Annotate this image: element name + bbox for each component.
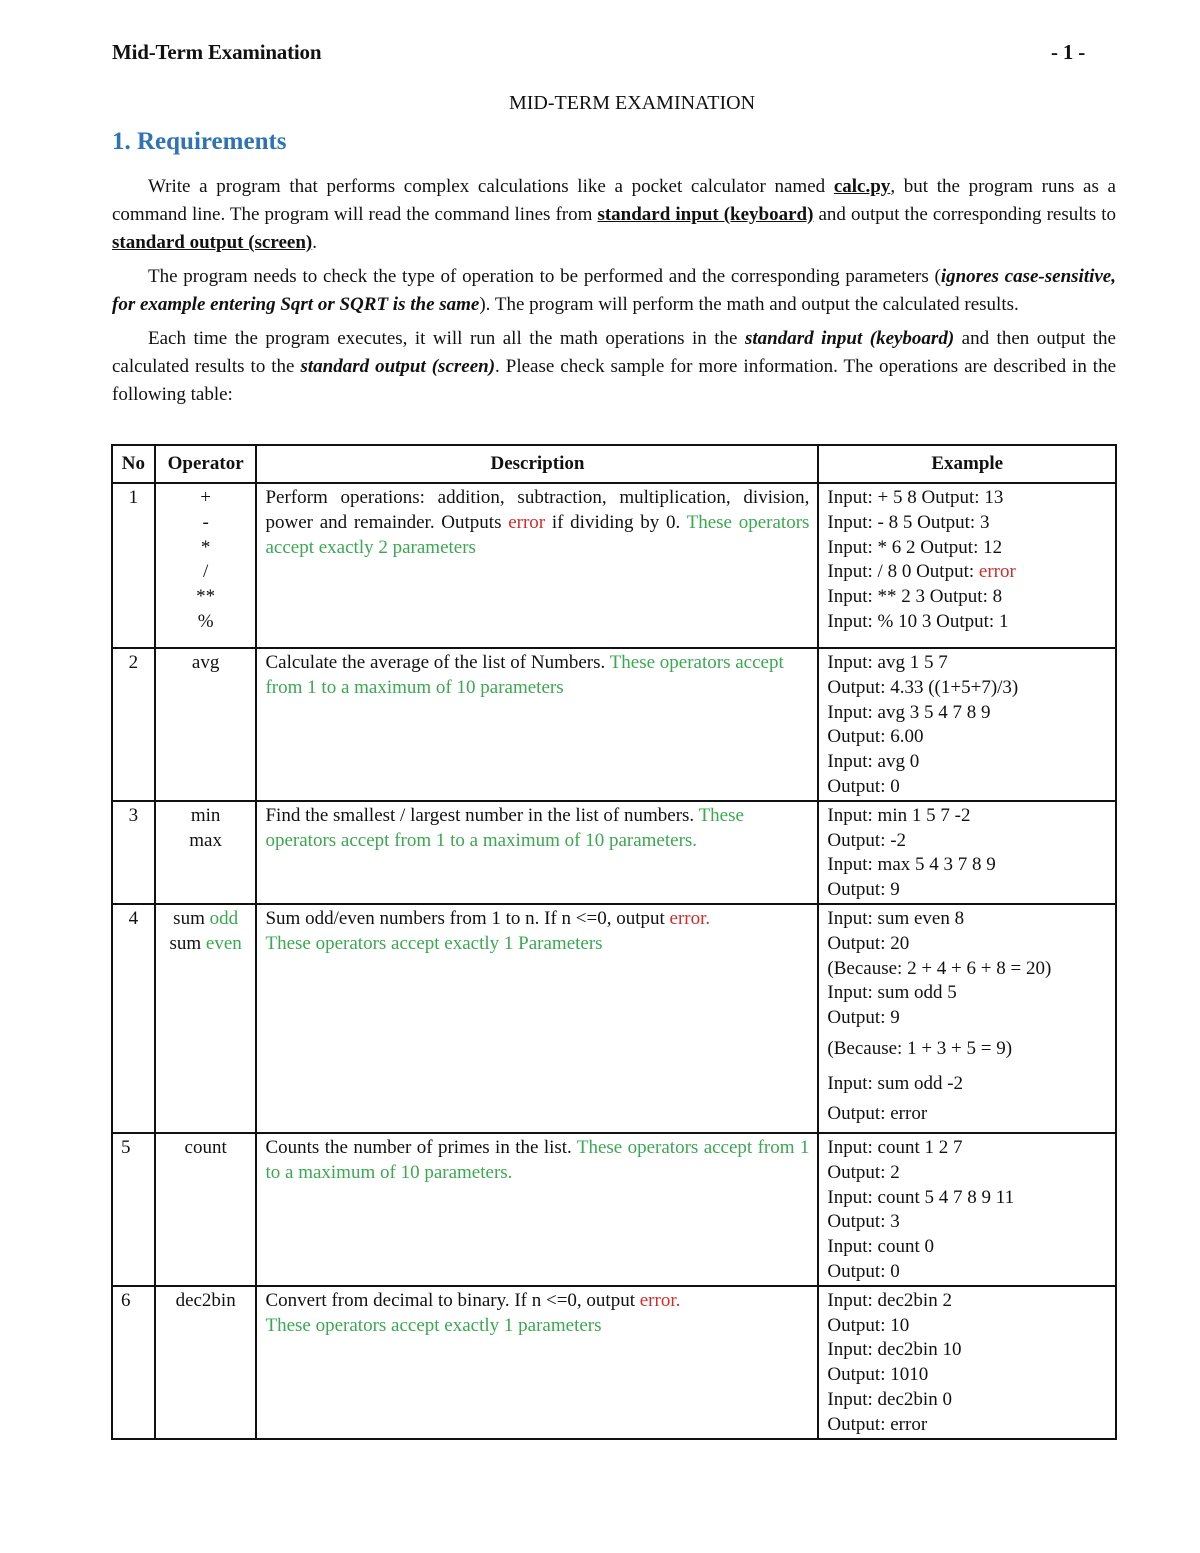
example-cell (818, 904, 1116, 1133)
example-line: Input: count 5 4 7 8 9 11 (827, 1186, 1015, 1208)
example-line: Output: 9 (827, 879, 900, 901)
operations-table (111, 444, 1117, 1440)
operator-cell (155, 1133, 257, 1286)
operator-text: sum (169, 932, 206, 954)
p3-stdout: standard output (screen) (300, 356, 496, 377)
example-cell (818, 801, 1116, 904)
example-line: Output: 6.00 (827, 726, 924, 748)
example-line: Output: error (827, 1102, 928, 1124)
example-cell (818, 1286, 1116, 1439)
example-line (827, 560, 1107, 585)
table-row (112, 483, 1116, 648)
example-line: Output: 9 (827, 1007, 900, 1029)
p3-stdin: standard input (keyboard) (744, 328, 955, 349)
example-line: Input: sum even 8 (827, 907, 965, 929)
section-heading: 1. Requirements (112, 128, 287, 155)
example-line: Output: 0 (827, 775, 900, 797)
paragraph-3 (112, 325, 1116, 409)
header-description: Description (256, 445, 818, 483)
document-title: MID-TERM EXAMINATION (508, 92, 756, 114)
description-cell (256, 904, 818, 1133)
operator-variant: even (205, 932, 242, 954)
requirements-body (112, 173, 1116, 415)
example-line: Input: sum odd 5 (827, 982, 957, 1004)
operator-label: + (200, 487, 211, 508)
desc-error: error. (639, 1289, 681, 1311)
example-line: Input: ** 2 3 Output: 8 (827, 586, 1003, 608)
table-row (112, 801, 1116, 904)
example-line: Output: -2 (827, 829, 907, 851)
example-text: Input: / 8 0 Output: (827, 561, 979, 583)
p1-stdout: standard output (screen) (112, 232, 313, 253)
description-cell (256, 1133, 818, 1286)
p1-text-a: Write a program that performs complex calculations like a pocket calculator named (148, 176, 834, 197)
running-header (112, 40, 1085, 65)
table-header-row (112, 445, 1116, 483)
row-number: 2 (112, 648, 155, 801)
example-line: Input: dec2bin 0 (827, 1388, 952, 1410)
table-row (112, 904, 1116, 1133)
desc-text: if dividing by 0. (545, 511, 687, 533)
row-number: 1 (112, 483, 155, 648)
header-example: Example (818, 445, 1116, 483)
operator-label: max (189, 829, 222, 851)
example-line: Input: max 5 4 3 7 8 9 (827, 854, 996, 876)
example-line: Input: count 0 (827, 1236, 935, 1258)
operator-cell (155, 1286, 257, 1439)
example-line: Output: 2 (827, 1161, 900, 1183)
example-line: Input: % 10 3 Output: 1 (827, 610, 1009, 632)
desc-text: Sum odd/even numbers from 1 to n. If n <=0, output (265, 907, 670, 929)
description-cell (256, 483, 818, 648)
p1-text-e: and output the corresponding results to (813, 204, 1116, 225)
example-line: Input: avg 1 5 7 (827, 652, 948, 673)
desc-param-note: These operators accept from 1 to a maximum of 10 parameters. (265, 1136, 810, 1183)
p2-case-note: ignores case-sensitive, for example entering Sqrt or SQRT is the same (112, 266, 1116, 315)
operator-cell (155, 483, 257, 648)
desc-param-note: These operators accept from 1 to a maximum of 10 parameters (265, 652, 784, 698)
example-line: Input: - 8 5 Output: 3 (827, 511, 990, 533)
example-line: Output: error (827, 1413, 928, 1435)
example-line: Input: min 1 5 7 -2 (827, 804, 971, 826)
row-number: 6 (112, 1286, 155, 1439)
operator-label: avg (191, 652, 220, 673)
desc-param-note: These operators accept exactly 1 Parameters (265, 932, 603, 954)
desc-text: Perform operations: addition, subtraction, multiplication, division, power and remainder. Outputs (265, 487, 810, 533)
example-line: Input: * 6 2 Output: 12 (827, 536, 1003, 558)
table-row (112, 1133, 1116, 1286)
example-line: Input: sum odd -2 (827, 1072, 964, 1094)
description-cell (256, 1286, 818, 1439)
operator-label: count (184, 1136, 227, 1158)
p3-text-a: Each time the program executes, it will run all the math operations in the (148, 328, 745, 349)
operator-label: % (197, 610, 214, 632)
header-title: Mid-Term Examination (112, 40, 322, 64)
row-number: 5 (112, 1133, 155, 1286)
operator-cell (155, 648, 257, 801)
p1-text-g: . (312, 232, 317, 253)
p2-text-a: The program needs to check the type of operation to be performed and the corresponding parameters ( (148, 266, 941, 287)
example-cell (818, 648, 1116, 801)
paragraph-2 (112, 263, 1116, 319)
example-line: Input: dec2bin 10 (827, 1339, 962, 1361)
desc-text: Convert from decimal to binary. If n <=0, output (265, 1289, 640, 1311)
desc-param-note: These operators accept from 1 to a maximum of 10 parameters. (265, 804, 744, 851)
operator-variant: odd (209, 907, 239, 929)
operator-label: - (202, 511, 209, 533)
operator-label: * (200, 536, 211, 558)
operator-label: / (203, 561, 209, 583)
desc-text: Find the smallest / largest number in the list of numbers. (265, 804, 699, 826)
example-line: Output: 0 (827, 1260, 900, 1282)
example-line: Output: 20 (827, 932, 910, 954)
p1-stdin: standard input (keyboard) (597, 204, 814, 225)
desc-param-note: These operators accept exactly 1 parameters (265, 1314, 602, 1336)
table-row (112, 648, 1116, 801)
example-line: Output: 3 (827, 1211, 900, 1233)
operator-label: dec2bin (175, 1289, 236, 1311)
example-line: Output: 10 (827, 1314, 910, 1336)
operator-label (164, 932, 248, 957)
example-cell (818, 1133, 1116, 1286)
example-line: (Because: 2 + 4 + 6 + 8 = 20) (827, 957, 1052, 979)
operator-text: sum (173, 907, 210, 929)
paragraph-1 (112, 173, 1116, 257)
operator-label: ** (196, 586, 216, 608)
p3-text-e: . Please check sample for more information. The operations are described in the following table: (112, 356, 1116, 405)
desc-param-note: These operators accept exactly 2 parameters (265, 511, 810, 558)
row-number: 4 (112, 904, 155, 1133)
operator-cell (155, 801, 257, 904)
p1-filename: calc.py (833, 176, 891, 197)
page-number: - 1 - (1051, 40, 1085, 64)
example-line: (Because: 1 + 3 + 5 = 9) (827, 1037, 1013, 1059)
description-cell (256, 648, 818, 801)
header-operator: Operator (155, 445, 257, 483)
desc-text: Calculate the average of the list of Numbers. (265, 652, 610, 673)
description-cell (256, 801, 818, 904)
example-line: Input: dec2bin 2 (827, 1289, 952, 1311)
example-line: Output: 1010 (827, 1364, 929, 1386)
example-line: Output: 4.33 ((1+5+7)/3) (827, 676, 1019, 698)
example-line: Input: + 5 8 Output: 13 (827, 487, 1004, 508)
desc-error: error (508, 511, 546, 533)
operator-label: min (190, 804, 221, 826)
p1-text-c: , but the program runs as a command line. The program will read the command lines from (112, 176, 1116, 225)
desc-error: error. (669, 907, 711, 929)
example-line: Input: count 1 2 7 (827, 1136, 963, 1158)
operator-cell (155, 904, 257, 1133)
header-no: No (112, 445, 155, 483)
p3-text-c: and then output the calculated results to the (112, 328, 1116, 377)
example-line: Input: avg 3 5 4 7 8 9 (827, 701, 991, 723)
desc-text: Counts the number of primes in the list. (265, 1136, 577, 1158)
table-row (112, 1286, 1116, 1439)
example-error: error (978, 561, 1016, 583)
example-cell (818, 483, 1116, 648)
row-number: 3 (112, 801, 155, 904)
example-line: Input: avg 0 (827, 751, 920, 773)
p2-text-c: ). The program will perform the math and output the calculated results. (479, 294, 1019, 315)
operator-label (164, 907, 248, 932)
